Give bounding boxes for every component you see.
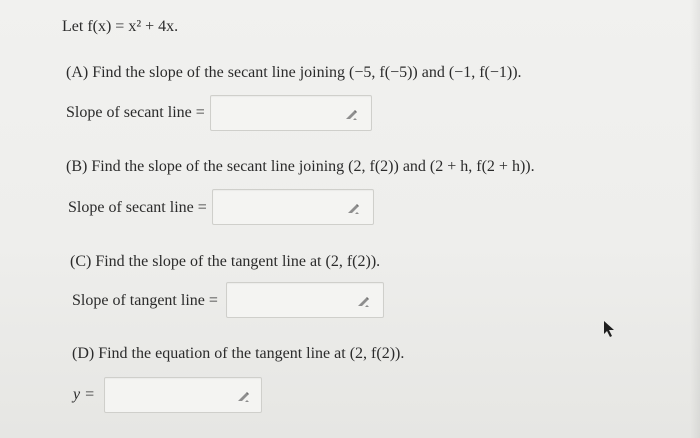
pencil-icon[interactable] bbox=[343, 106, 359, 122]
mouse-cursor-icon bbox=[603, 320, 617, 338]
part-a-answer-input[interactable] bbox=[210, 95, 372, 131]
part-d-question: (D) Find the equation of the tangent line at (2, f(2)). bbox=[72, 345, 405, 362]
pencil-icon[interactable] bbox=[345, 200, 361, 216]
page-edge-shadow bbox=[690, 0, 700, 438]
pencil-icon[interactable] bbox=[235, 388, 251, 404]
part-c-answer-label: Slope of tangent line = bbox=[72, 292, 218, 309]
pencil-icon[interactable] bbox=[355, 293, 371, 309]
part-a-answer-label: Slope of secant line = bbox=[66, 104, 205, 121]
part-b-question: (B) Find the slope of the secant line joining (2, f(2)) and (2 + h, f(2 + h)). bbox=[66, 158, 535, 175]
part-b-answer-input[interactable] bbox=[212, 189, 374, 225]
part-d-answer-input[interactable] bbox=[104, 377, 262, 413]
part-c-answer-input[interactable] bbox=[226, 282, 384, 318]
part-d-answer-label: y = bbox=[73, 386, 95, 403]
part-c-question: (C) Find the slope of the tangent line at (2, f(2)). bbox=[70, 253, 381, 270]
problem-intro: Let f(x) = x² + 4x. bbox=[62, 18, 179, 35]
part-b-answer-label: Slope of secant line = bbox=[68, 199, 207, 216]
part-a-question: (A) Find the slope of the secant line joining (−5, f(−5)) and (−1, f(−1)). bbox=[66, 64, 522, 81]
